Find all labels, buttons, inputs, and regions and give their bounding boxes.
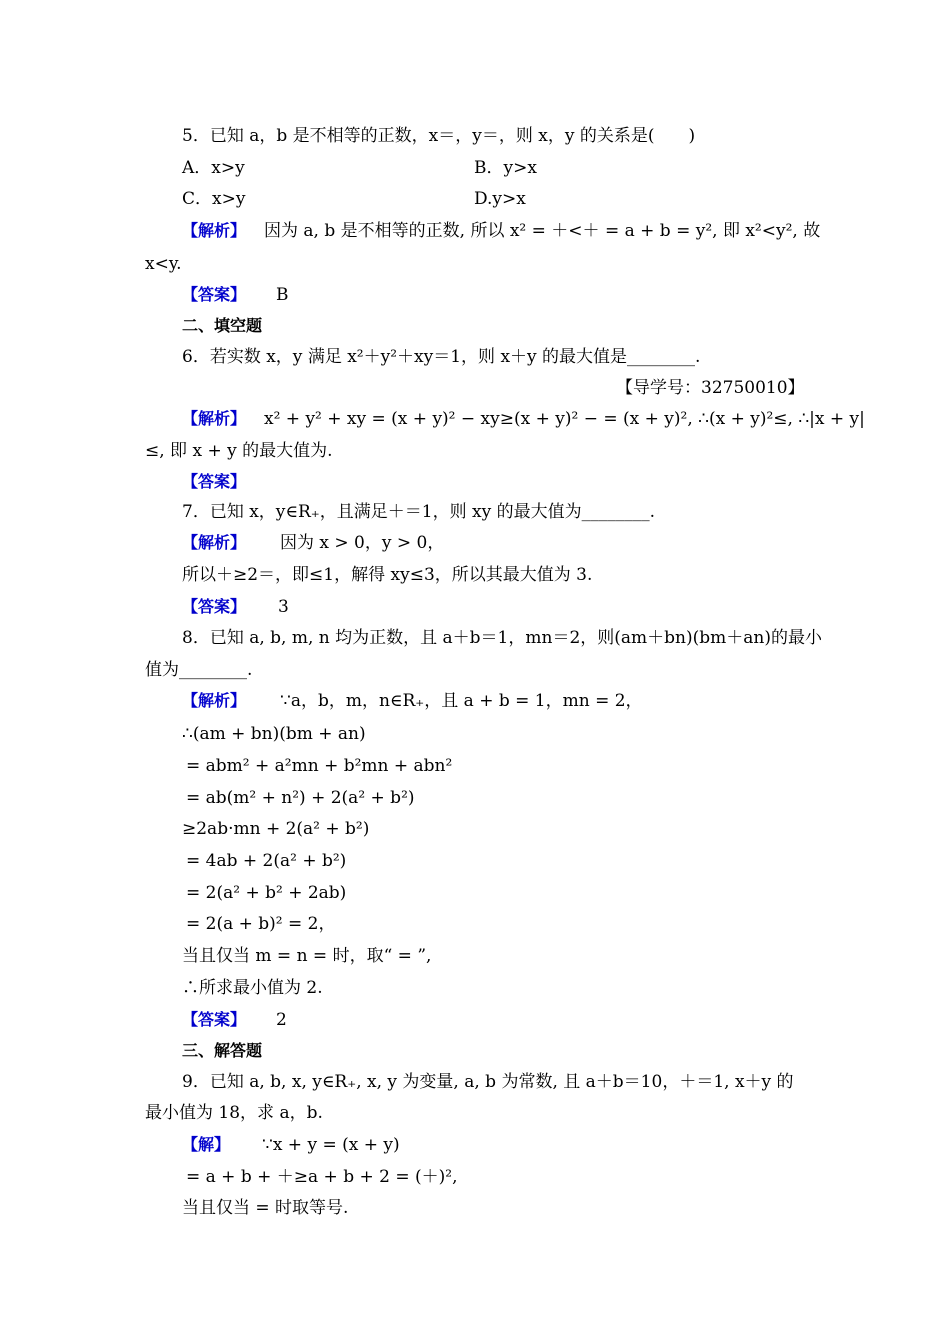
- q5-option-d: D.y>x: [474, 189, 526, 209]
- q7-analysis-cont: 所以＋≥2＝，即≤1，解得 xy≤3，所以其最大值为 3.: [182, 565, 593, 585]
- q5-stem: 5．已知 a，b 是不相等的正数，x＝，y＝，则 x，y 的关系是( ): [182, 126, 696, 146]
- q5-option-a: A．x>y: [182, 158, 245, 178]
- q8-analysis-label: 【解析】: [182, 691, 247, 710]
- q9-step: = a + b + ＋≥a + b + 2 = (＋)²,: [186, 1167, 458, 1187]
- q8-step: = ab(m² + n²) + 2(a² + b²): [186, 788, 415, 808]
- q5-answer-label: 【答案】: [182, 285, 247, 304]
- q7-answer: 3: [278, 597, 289, 617]
- q8-stem-cont: 值为________.: [145, 660, 253, 680]
- q8-step: 当且仅当 m = n = 时，取“ = ”,: [182, 946, 432, 966]
- q8-step: = abm² + a²mn + b²mn + abn²: [186, 756, 453, 776]
- q5-analysis: 因为 a, b 是不相等的正数, 所以 x² = ＋<＋ = a + b = y², 即 x²<y², 故: [264, 221, 821, 241]
- q5-option-b: B．y>x: [474, 158, 537, 178]
- q8-analysis: ∵a，b，m，n∈R₊，且 a + b = 1，mn = 2，: [280, 691, 643, 711]
- q8-step: ∴所求最小值为 2.: [182, 978, 323, 998]
- q8-step: ∴(am + bn)(bm + an): [182, 724, 366, 744]
- q9-stem: 9．已知 a, b, x, y∈R₊, x, y 为变量, a, b 为常数, 且 a＋b＝10，＋＝1, x＋y 的: [182, 1072, 794, 1092]
- q5-answer: B: [276, 285, 289, 305]
- q9-solution-label: 【解】: [182, 1135, 231, 1154]
- q6-analysis-cont: ≤, 即 x + y 的最大值为.: [145, 441, 333, 461]
- q8-step: = 2(a² + b² + 2ab): [186, 883, 347, 903]
- q8-answer: 2: [276, 1010, 287, 1030]
- q9-stem-cont: 最小值为 18，求 a，b.: [145, 1103, 323, 1123]
- q7-answer-label: 【答案】: [182, 597, 247, 616]
- q6-analysis-label: 【解析】: [182, 409, 247, 428]
- q5-analysis-label: 【解析】: [182, 221, 247, 240]
- q6-guide-number: 【导学号：32750010】: [616, 378, 805, 398]
- q6-answer-label: 【答案】: [182, 472, 247, 491]
- q9-solution: ∵x + y = (x + y): [262, 1135, 400, 1155]
- q7-analysis-label: 【解析】: [182, 533, 247, 552]
- q8-step: = 4ab + 2(a² + b²): [186, 851, 347, 871]
- q8-step: ≥2ab·mn + 2(a² + b²): [182, 819, 370, 839]
- q6-analysis: x² + y² + xy = (x + y)² − xy≥(x + y)² − = (x + y)², ∴(x + y)²≤, ∴|x + y|: [264, 409, 865, 429]
- section-fill-in-heading: 二、填空题: [182, 316, 263, 335]
- section-solve-heading: 三、解答题: [182, 1041, 263, 1060]
- q8-stem: 8．已知 a, b, m, n 均为正数，且 a＋b＝1，mn＝2，则(am＋bn)(bm＋an)的最小: [182, 628, 822, 648]
- q6-stem: 6．若实数 x，y 满足 x²＋y²＋xy＝1，则 x＋y 的最大值是________.: [182, 347, 701, 367]
- q8-answer-label: 【答案】: [182, 1010, 247, 1029]
- q7-stem: 7．已知 x，y∈R₊，且满足＋＝1，则 xy 的最大值为________.: [182, 502, 655, 522]
- q7-analysis: 因为 x > 0，y > 0，: [280, 533, 445, 553]
- q5-analysis-cont: x<y.: [145, 254, 182, 274]
- q9-step: 当且仅当 = 时取等号.: [182, 1198, 349, 1218]
- q5-option-c: C．x>y: [182, 189, 246, 209]
- q8-step: = 2(a + b)² = 2，: [186, 914, 336, 934]
